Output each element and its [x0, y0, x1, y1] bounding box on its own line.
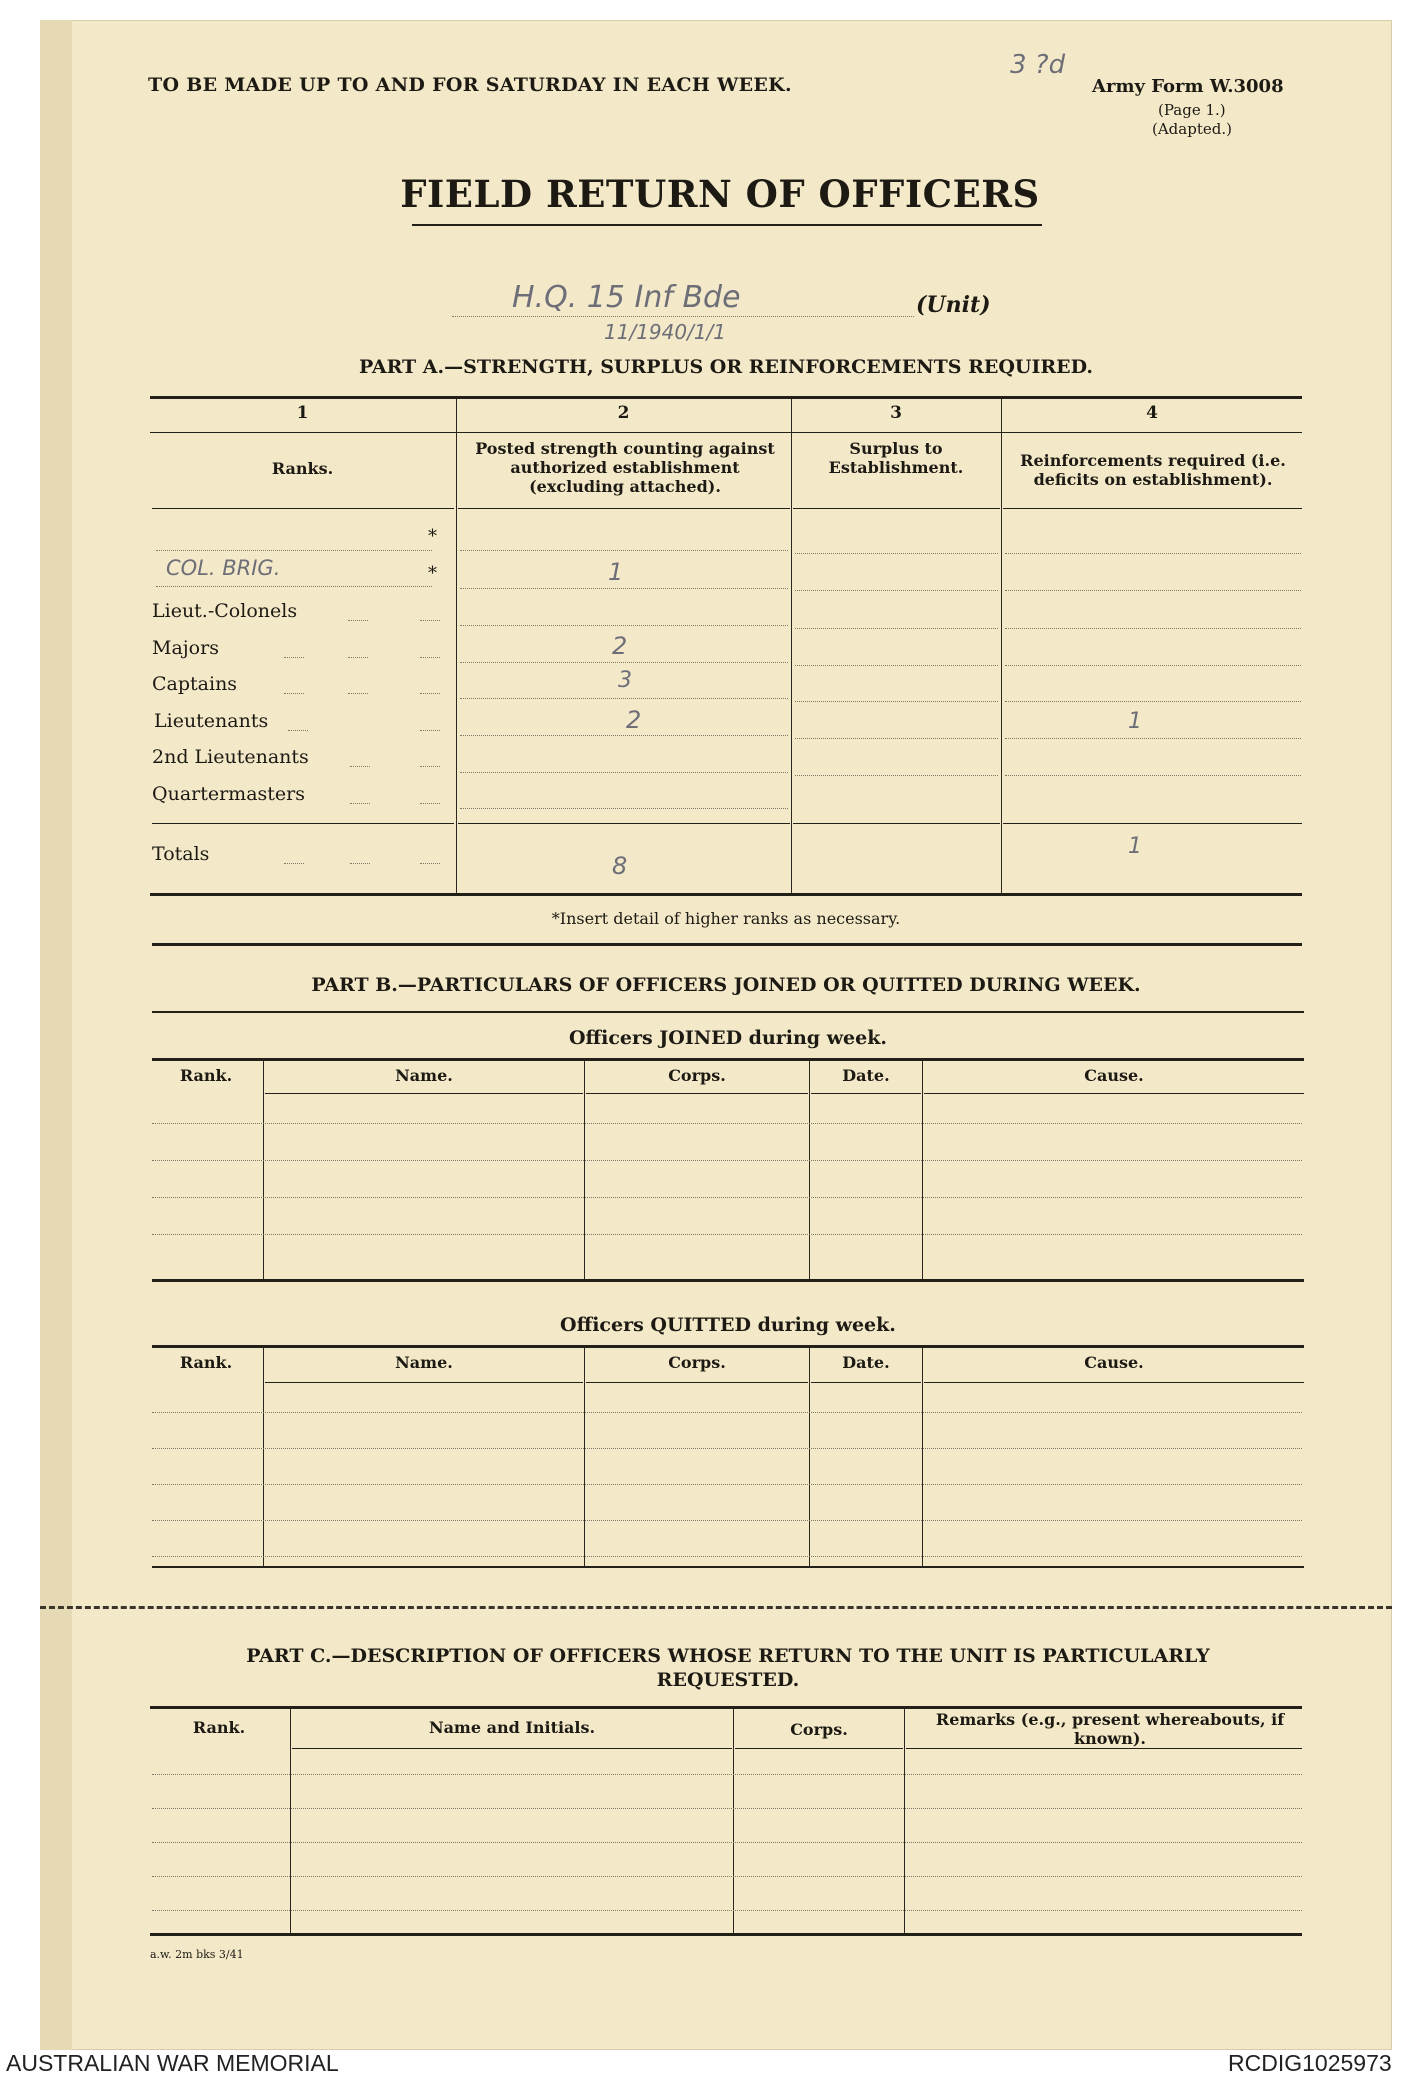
- leader: [350, 766, 370, 767]
- quitted-col-date: Date.: [842, 1353, 890, 1372]
- row5-line-c3: [795, 701, 998, 702]
- row6-line-c4: [1005, 738, 1301, 739]
- row4-line-c3: [795, 665, 998, 666]
- part-c-heading: [152, 1644, 1304, 1692]
- rank-line-2: [156, 586, 432, 587]
- row3-line-c2: [460, 625, 788, 626]
- leader: [420, 657, 440, 658]
- rank-2nd-lieutenants: 2nd Lieutenants: [152, 746, 309, 768]
- totals-reinf: 1: [1128, 834, 1142, 859]
- joined-hdr-rule: [265, 1093, 583, 1094]
- joined-row-line: [152, 1123, 1302, 1124]
- quitted-col-name: Name.: [395, 1353, 453, 1372]
- quitted-row-line: [152, 1448, 1302, 1449]
- row1-line-c3: [795, 553, 998, 554]
- c-row-line: [152, 1808, 1302, 1809]
- quitted-hdr-rule: [586, 1382, 808, 1383]
- quitted-row-line: [152, 1520, 1302, 1521]
- joined-title: Officers JOINED during week.: [568, 1027, 888, 1049]
- header-ranks: Ranks.: [271, 459, 334, 478]
- joined-col-cause: Cause.: [1084, 1066, 1144, 1085]
- header-rule-c3: [793, 508, 1000, 509]
- footer-right: RCDIG1025973: [1228, 2050, 1392, 2076]
- joined-bottom-rule: [152, 1279, 1304, 1282]
- joined-div-4: [922, 1060, 923, 1280]
- form-id: Army Form W.3008: [1092, 76, 1284, 97]
- rank-majors: Majors: [152, 637, 219, 659]
- quitted-div-4: [922, 1347, 923, 1567]
- c-col-remarks: Remarks (e.g., present whereabouts, if known).: [935, 1710, 1285, 1748]
- leader: [420, 766, 440, 767]
- header-surplus: Surplus to Establishment.: [828, 439, 964, 477]
- col-number-rule: [150, 432, 1302, 433]
- quitted-div-3: [809, 1347, 810, 1567]
- reinf-lieutenants: 1: [1128, 709, 1142, 734]
- part-c-bottom-rule: [150, 1933, 1302, 1936]
- quitted-col-corps: Corps.: [668, 1353, 726, 1372]
- row3-line-c4: [1005, 628, 1301, 629]
- c-hdr-rule: [292, 1748, 732, 1749]
- row1-line-c4: [1005, 553, 1301, 554]
- leader: [348, 620, 368, 621]
- part-a-heading: PART A.—STRENGTH, SURPLUS OR REINFORCEMENTS REQUIRED.: [358, 356, 1094, 378]
- quitted-bottom-rule: [152, 1566, 1304, 1568]
- rank-quartermasters: Quartermasters: [152, 783, 305, 805]
- part-a-bottom-rule: [150, 893, 1302, 896]
- instruction-text: TO BE MADE UP TO AND FOR SATURDAY IN EACH WEEK.: [148, 74, 792, 96]
- joined-hdr-rule: [586, 1093, 808, 1094]
- unit-line: [452, 316, 914, 317]
- row7-line-c3: [795, 775, 998, 776]
- quitted-row-line: [152, 1556, 1302, 1557]
- footer-left: AUSTRALIAN WAR MEMORIAL: [6, 2050, 339, 2076]
- row6-line-c3: [795, 738, 998, 739]
- quitted-row-line: [152, 1412, 1302, 1413]
- joined-row-line: [152, 1197, 1302, 1198]
- col-number-4: 4: [1146, 403, 1158, 423]
- leader: [284, 693, 304, 694]
- leader: [420, 863, 440, 864]
- leader: [350, 803, 370, 804]
- date-handwritten: 11/1940/1/1: [604, 320, 727, 344]
- rank-captains: Captains: [152, 673, 238, 695]
- c-row-line: [152, 1910, 1302, 1911]
- header-rule-c2: [458, 508, 790, 509]
- quitted-col-cause: Cause.: [1084, 1353, 1144, 1372]
- c-row-line: [152, 1774, 1302, 1775]
- leader: [348, 657, 368, 658]
- totals-posted: 8: [612, 852, 628, 880]
- col-number-3: 3: [890, 403, 902, 423]
- joined-row-line: [152, 1160, 1302, 1161]
- quitted-div-2: [584, 1347, 585, 1567]
- posted-row-2: 1: [608, 558, 624, 586]
- c-div-3: [904, 1708, 905, 1934]
- quitted-col-rank: Rank.: [179, 1353, 233, 1372]
- rank-line-1: [156, 550, 432, 551]
- page-title: FIELD RETURN OF OFFICERS: [400, 172, 1040, 216]
- part-b-heading: PART B.—PARTICULARS OF OFFICERS JOINED OR QUITTED DURING WEEK.: [311, 974, 1141, 996]
- paper-edge: [40, 20, 72, 2050]
- joined-col-rank: Rank.: [179, 1066, 233, 1085]
- leader: [420, 693, 440, 694]
- part-c-heading-line2: REQUESTED.: [656, 1669, 800, 1691]
- c-hdr-rule: [906, 1748, 1302, 1749]
- part-a-top-rule: [150, 396, 1302, 399]
- title-underline: [412, 224, 1042, 226]
- totals-rule-c2: [458, 823, 790, 824]
- quitted-hdr-rule: [265, 1382, 583, 1383]
- posted-lieutenants: 2: [626, 706, 642, 734]
- part-b-rule: [152, 1011, 1304, 1013]
- totals-rule-c1: [152, 823, 454, 824]
- leader: [420, 803, 440, 804]
- joined-div-3: [809, 1060, 810, 1280]
- star-1: *: [428, 526, 437, 547]
- joined-hdr-rule: [924, 1093, 1304, 1094]
- row2-line-c3: [795, 590, 998, 591]
- row4-line-c4: [1005, 665, 1301, 666]
- quitted-title: Officers QUITTED during week.: [560, 1314, 896, 1336]
- quitted-hdr-rule: [924, 1382, 1304, 1383]
- row8-line-c2: [460, 808, 788, 809]
- quitted-top-rule: [152, 1345, 1304, 1348]
- posted-majors: 2: [612, 632, 628, 660]
- c-row-line: [152, 1876, 1302, 1877]
- rank-handwritten: COL. BRIG.: [166, 556, 281, 580]
- joined-top-rule: [152, 1058, 1304, 1061]
- c-hdr-rule: [735, 1748, 903, 1749]
- row5-line-c2: [460, 698, 788, 699]
- c-div-1: [290, 1708, 291, 1934]
- c-col-name: Name and Initials.: [428, 1718, 596, 1737]
- row4-line-c2: [460, 662, 788, 663]
- col-number-1: 1: [296, 403, 309, 423]
- header-rule-c4: [1003, 508, 1302, 509]
- leader: [288, 730, 308, 731]
- part-a-footnote: *Insert detail of higher ranks as necessary.: [551, 909, 901, 928]
- quitted-hdr-rule: [811, 1382, 921, 1383]
- part-a-divider-3: [1001, 398, 1002, 894]
- joined-div-2: [584, 1060, 585, 1280]
- joined-col-date: Date.: [842, 1066, 890, 1085]
- c-div-2: [733, 1708, 734, 1934]
- unit-label: (Unit): [916, 292, 991, 318]
- part-a-divider-2: [791, 398, 792, 894]
- totals-label: Totals: [152, 843, 210, 865]
- row6-line-c2: [460, 735, 788, 736]
- header-rule-c1: [152, 508, 454, 509]
- row3-line-c3: [795, 628, 998, 629]
- part-c-heading-line1: PART C.—DESCRIPTION OF OFFICERS WHOSE RETURN TO THE UNIT IS PARTICULARLY: [246, 1645, 1210, 1667]
- part-a-end-rule: [152, 943, 1302, 946]
- quitted-row-line: [152, 1484, 1302, 1485]
- rank-lieut-colonels: Lieut.-Colonels: [152, 600, 298, 622]
- row5-line-c4: [1005, 701, 1301, 702]
- leader: [284, 657, 304, 658]
- totals-rule-c4: [1003, 823, 1302, 824]
- col-number-2: 2: [617, 403, 630, 423]
- joined-col-corps: Corps.: [668, 1066, 726, 1085]
- row1-line-c2: [460, 550, 788, 551]
- row7-line-c2: [460, 772, 788, 773]
- header-posted-strength: Posted strength counting against authorized establishment (excluding attached).: [475, 439, 775, 496]
- joined-row-line: [152, 1234, 1302, 1235]
- row2-line-c2: [460, 588, 788, 589]
- corner-handwritten-mark: 3 ?d: [1010, 50, 1066, 80]
- leader: [420, 620, 440, 621]
- part-a-divider-1: [456, 398, 457, 894]
- totals-rule-c3: [793, 823, 1000, 824]
- part-c-top-rule: [150, 1706, 1302, 1709]
- c-row-line: [152, 1842, 1302, 1843]
- star-2: *: [428, 563, 437, 584]
- form-page: (Page 1.): [1158, 101, 1226, 119]
- form-adapted: (Adapted.): [1152, 120, 1232, 138]
- row7-line-c4: [1005, 775, 1301, 776]
- posted-captains: 3: [618, 668, 632, 693]
- leader: [348, 693, 368, 694]
- unit-handwritten: H.Q. 15 Inf Bde: [512, 280, 741, 315]
- joined-div-1: [263, 1060, 264, 1280]
- leader: [420, 730, 440, 731]
- leader: [350, 863, 370, 864]
- quitted-div-1: [263, 1347, 264, 1567]
- printer-code: a.w. 2m bks 3/41: [150, 1948, 244, 1961]
- perforation-line: [40, 1606, 1392, 1609]
- joined-hdr-rule: [811, 1093, 921, 1094]
- rank-lieutenants: Lieutenants: [154, 710, 269, 732]
- header-reinforcements: Reinforcements required (i.e. deficits on establishment).: [1020, 451, 1286, 489]
- c-col-corps: Corps.: [790, 1720, 848, 1739]
- joined-col-name: Name.: [395, 1066, 453, 1085]
- c-col-rank: Rank.: [192, 1718, 246, 1737]
- row2-line-c4: [1005, 590, 1301, 591]
- leader: [284, 863, 304, 864]
